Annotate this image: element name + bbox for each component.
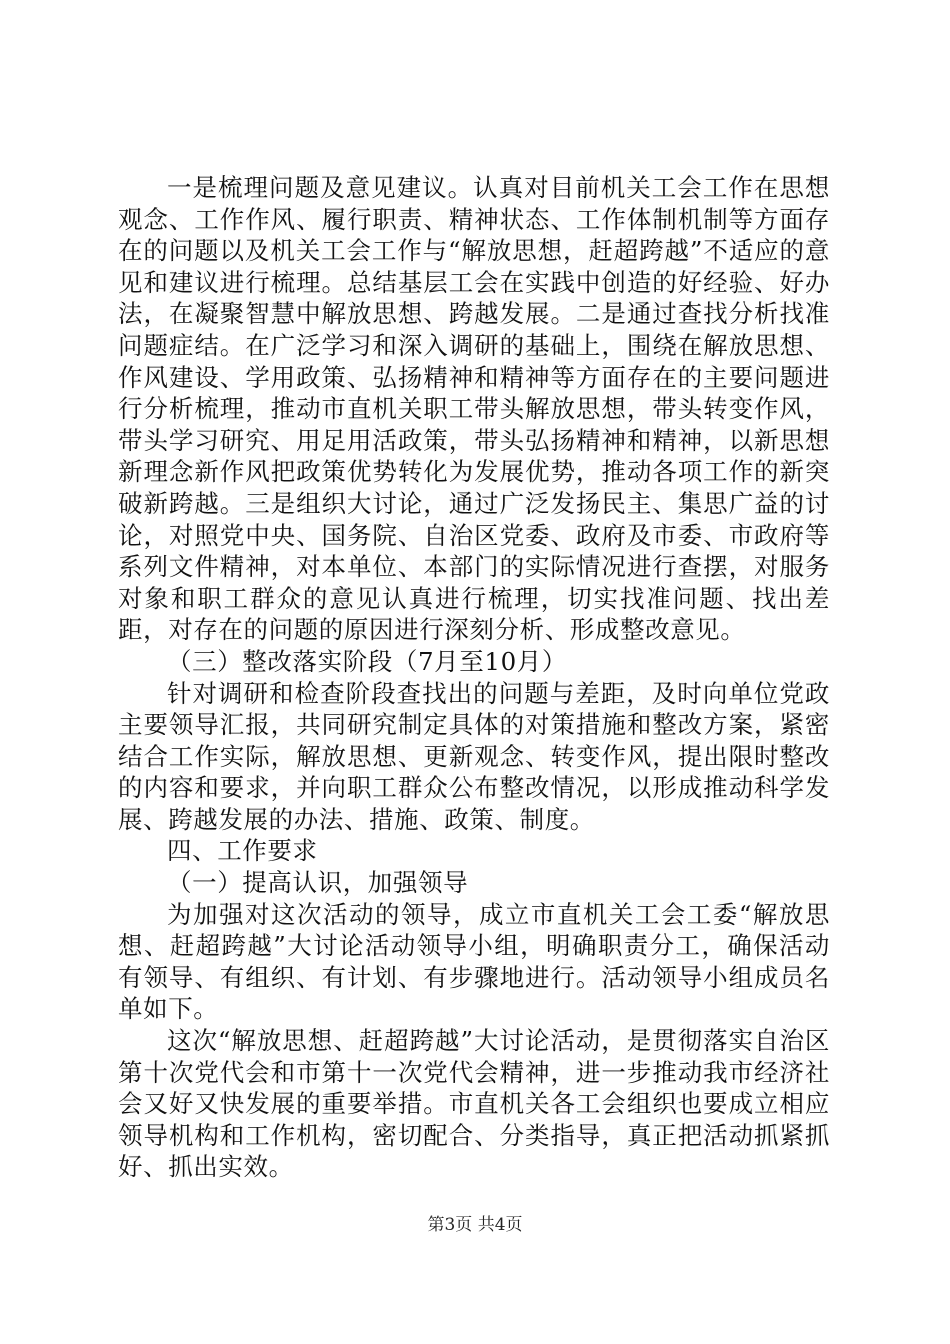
page-number-footer: 第3页 共4页	[427, 1215, 523, 1235]
heading-raise-awareness: （一）提高认识，加强领导	[167, 868, 469, 898]
document-body	[118, 172, 830, 1183]
heading-rectification-stage: （三）整改落实阶段（7月至10月）	[167, 646, 567, 676]
heading-work-requirements: 四、工作要求	[167, 836, 318, 866]
paragraph-sorting-problems: 一是梳理问题及意见建议。认真对目前机关工会工作在思想观念、工作作风、履行职责、精神状态、工作体制机制等方面存在的问题以及机关工会工作与“解放思想，赶超跨越”不适应的意见和建议进行梳理。总结基层工会在实践中创造的好经验、好办法，在凝聚智慧中解放思想、跨越发展。二是通过查找分析找准问题症结。在广泛学习和深入调研的基础上，围绕在解放思想、作风建设、学用政策、弘扬精神和精神等方面存在的主要问题进行分析梳理，推动市直机关职工带头解放思想，带头转变作风，带头学习研究、用足用活政策，带头弘扬精神和精神，以新思想新理念新作风把政策优势转化为发展优势，推动各项工作的新突破新跨越。三是组织大讨论，通过广泛发扬民主、集思广益的讨论，对照党中央、国务院、自治区党委、政府及市委、市政府等系列文件精神，对本单位、本部门的实际情况进行查摆，对服务对象和职工群众的意见认真进行梳理，切实找准问题、找出差距，对存在的问题的原因进行深刻分析、形成整改意见。	[118, 173, 830, 645]
paragraph-leadership-group: 为加强对这次活动的领导，成立市直机关工会工委“解放思想、赶超跨越”大讨论活动领导小组，明确职责分工，确保活动有领导、有组织、有计划、有步骤地进行。活动领导小组成员名单如下。	[118, 899, 830, 1024]
paragraph-rectification-detail: 针对调研和检查阶段查找出的问题与差距，及时向单位党政主要领导汇报，共同研究制定具体的对策措施和整改方案，紧密结合工作实际，解放思想、更新观念、转变作风，提出限时整改的内容和要求，并向职工群众公布整改情况，以形成推动科学发展、跨越发展的办法、措施、政策、制度。	[118, 678, 830, 834]
paragraph-discussion-significance: 这次“解放思想、赶超跨越”大讨论活动，是贯彻落实自治区第十次党代会和市第十一次党代会精神，进一步推动我市经济社会又好又快发展的重要举措。市直机关各工会组织也要成立相应领导机构和工作机构，密切配合、分类指导，真正把活动抓紧抓好、抓出实效。	[118, 1026, 830, 1182]
